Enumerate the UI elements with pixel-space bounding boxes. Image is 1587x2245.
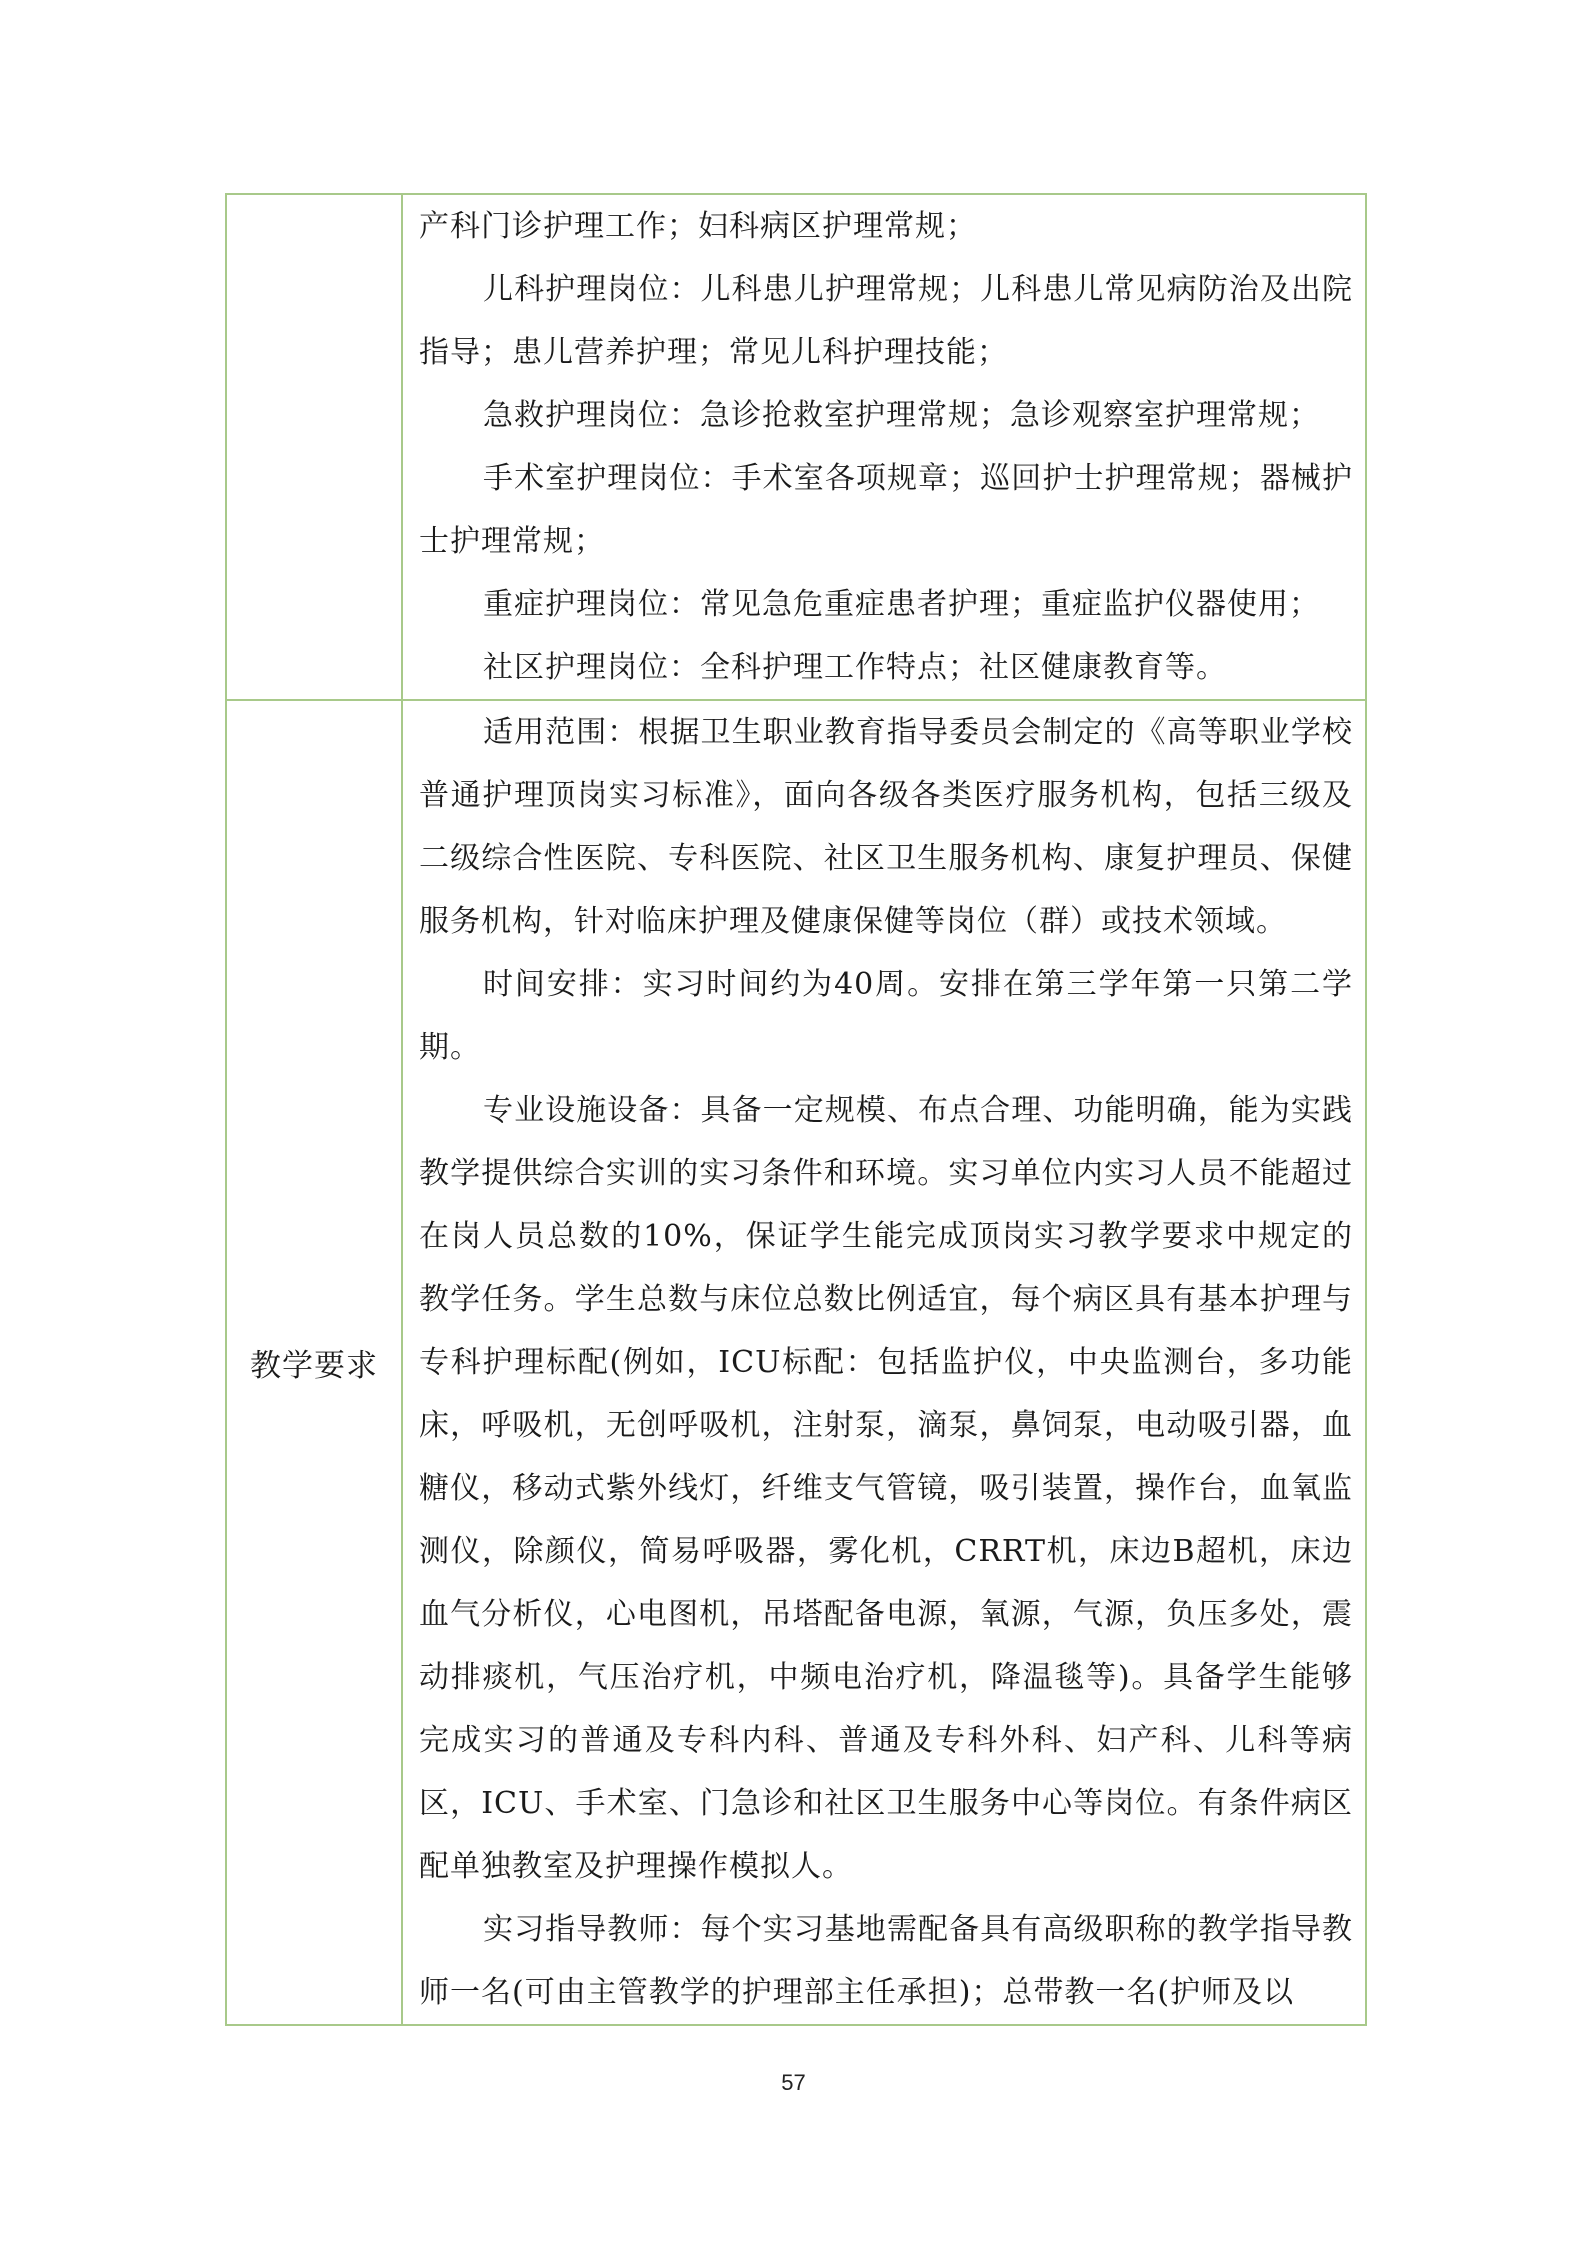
row-content-cell xyxy=(402,700,1366,2025)
paragraph: 重症护理岗位：常见急危重症患者护理；重症监护仪器使用； xyxy=(483,587,1320,622)
row-label-cell xyxy=(226,194,402,700)
table-row xyxy=(226,194,1366,700)
paragraph: 急救护理岗位：急诊抢救室护理常规；急诊观察室护理常规； xyxy=(483,398,1320,433)
table-row xyxy=(226,700,1366,2025)
content-table xyxy=(225,193,1367,2026)
page-number: 57 xyxy=(781,2070,806,2095)
paragraph: 社区护理岗位：全科护理工作特点；社区健康教育等。 xyxy=(483,650,1227,685)
paragraph-facilities: 专业设施设备：具备一定规模、布点合理、功能明确，能为实践教学提供综合实训的实习条件和环境。实习单位内实习人员不能超过在岗人员总数的10%，保证学生能完成顶岗实习教学要求中规定的教学任务。学生总数与床位总数比例适宜，每个病区具有基本护理与专科护理标配(例如，ICU标配：包括监护仪，中央监测台，多功能床，呼吸机，无创呼吸机，注射泵，滴泵，鼻饲泵，电动吸引器，血糖仪，移动式紫外线灯，纤维支气管镜，吸引装置，操作台，血氧监测仪，除颜仪，简易呼吸器，雾化机，CRRT机，床边B超机，床边血气分析仪，心电图机，吊塔配备电源，氧源，气源，负压多处，震动排痰机，气压治疗机，中频电治疗机，降温毯等)。具备学生能够完成实习的普通及专科内科、普通及专科外科、妇产科、儿科等病区，ICU、手术室、门急诊和社区卫生服务中心等岗位。有条件病区配单独教室及护理操作模拟人。 xyxy=(419,1093,1353,1884)
paragraph-instructors: 实习指导教师：每个实习基地需配备具有高级职称的教学指导教师一名(可由主管教学的护理部主任承担)；总带教一名(护师及以 xyxy=(419,1912,1353,2010)
paragraph: 手术室护理岗位：手术室各项规章；巡回护士护理常规；器械护士护理常规； xyxy=(419,461,1353,559)
row-label-teaching-requirements: 教学要求 xyxy=(226,700,402,2025)
paragraph: 儿科护理岗位：儿科患儿护理常规；儿科患儿常见病防治及出院指导；患儿营养护理；常见儿科护理技能； xyxy=(419,272,1353,370)
paragraph: 产科门诊护理工作；妇科病区护理常规； xyxy=(419,209,977,244)
paragraph-scope: 适用范围：根据卫生职业教育指导委员会制定的《高等职业学校普通护理顶岗实习标准》，面向各级各类医疗服务机构，包括三级及二级综合性医院、专科医院、社区卫生服务机构、康复护理员、保健服务机构，针对临床护理及健康保健等岗位（群）或技术领域。 xyxy=(419,715,1353,939)
row-content-cell xyxy=(402,194,1366,700)
paragraph-schedule: 时间安排：实习时间约为40周。安排在第三学年第一只第二学期。 xyxy=(419,967,1353,1065)
